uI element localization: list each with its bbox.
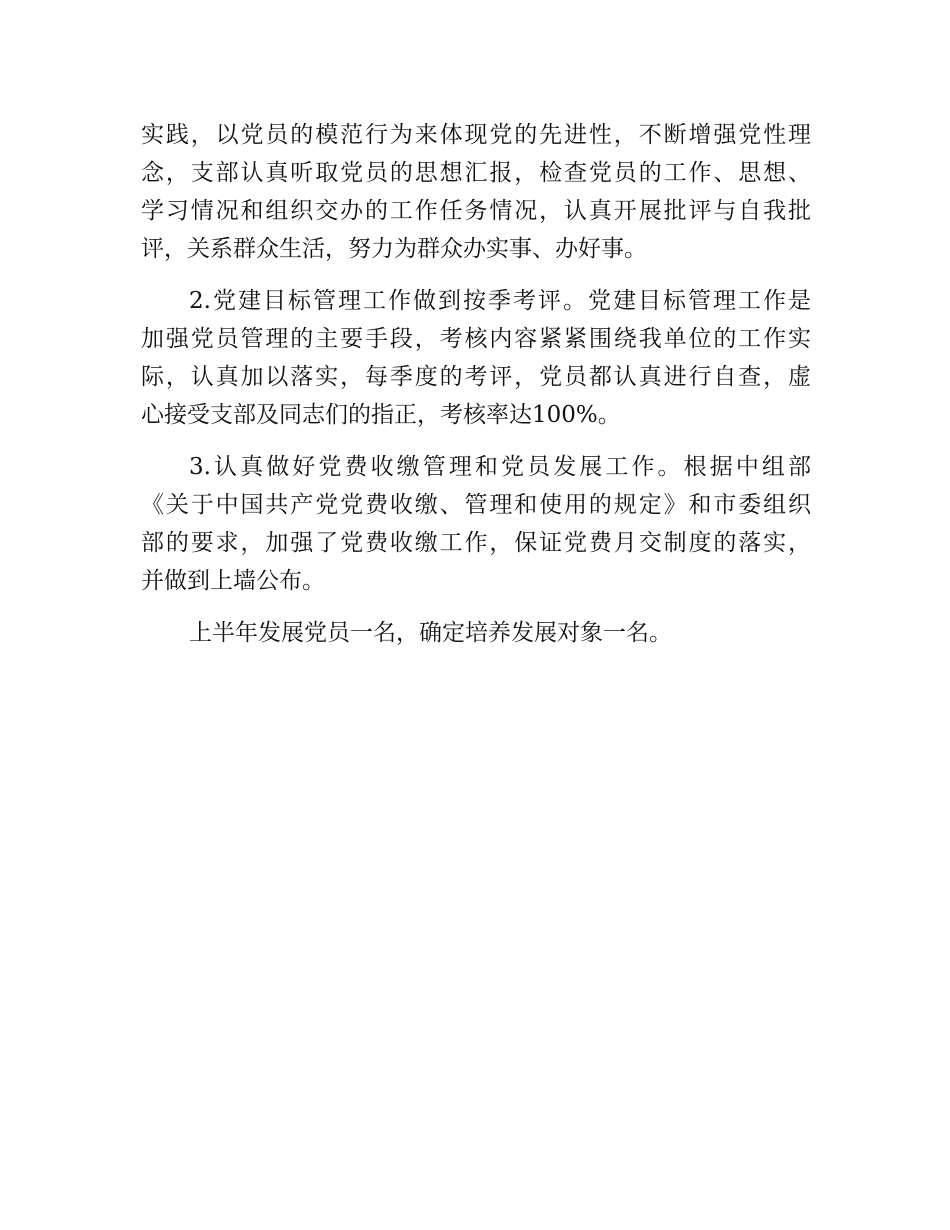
text-line: 评，关系群众生活，努力为群众办实事、办好事。: [141, 236, 647, 262]
text-line: 并做到上墙公布。: [141, 568, 325, 594]
text-line: 部的要求，加强了党费收缴工作，保证党费月交制度的落实，: [141, 530, 811, 556]
text-line: 实践，以党员的模范行为来体现党的先进性，不断增强党性理: [141, 122, 811, 148]
paragraph-4: [141, 614, 811, 652]
text-line: 上半年发展党员一名，确定培养发展对象一名。: [189, 620, 672, 646]
document-body: [141, 116, 811, 666]
text-line: 际，认真加以落实，每季度的考评，党员都认真进行自查，虚: [141, 364, 811, 390]
text-line: 学习情况和组织交办的工作任务情况，认真开展批评与自我批: [141, 198, 811, 224]
paragraph-2: [141, 282, 811, 434]
paragraph-3: [141, 448, 811, 600]
text-line: 《关于中国共产党党费收缴、管理和使用的规定》和市委组织: [141, 492, 811, 518]
text-line: 念，支部认真听取党员的思想汇报，检查党员的工作、思想、: [141, 160, 811, 186]
paragraph-1: [141, 116, 811, 268]
text-line: 2.党建目标管理工作做到按季考评。党建目标管理工作是: [189, 288, 811, 314]
text-line: 加强党员管理的主要手段，考核内容紧紧围绕我单位的工作实: [141, 326, 811, 352]
text-line: 心接受支部及同志们的指正，考核率达100%。: [141, 402, 621, 428]
text-line: 3.认真做好党费收缴管理和党员发展工作。根据中组部: [189, 454, 811, 480]
